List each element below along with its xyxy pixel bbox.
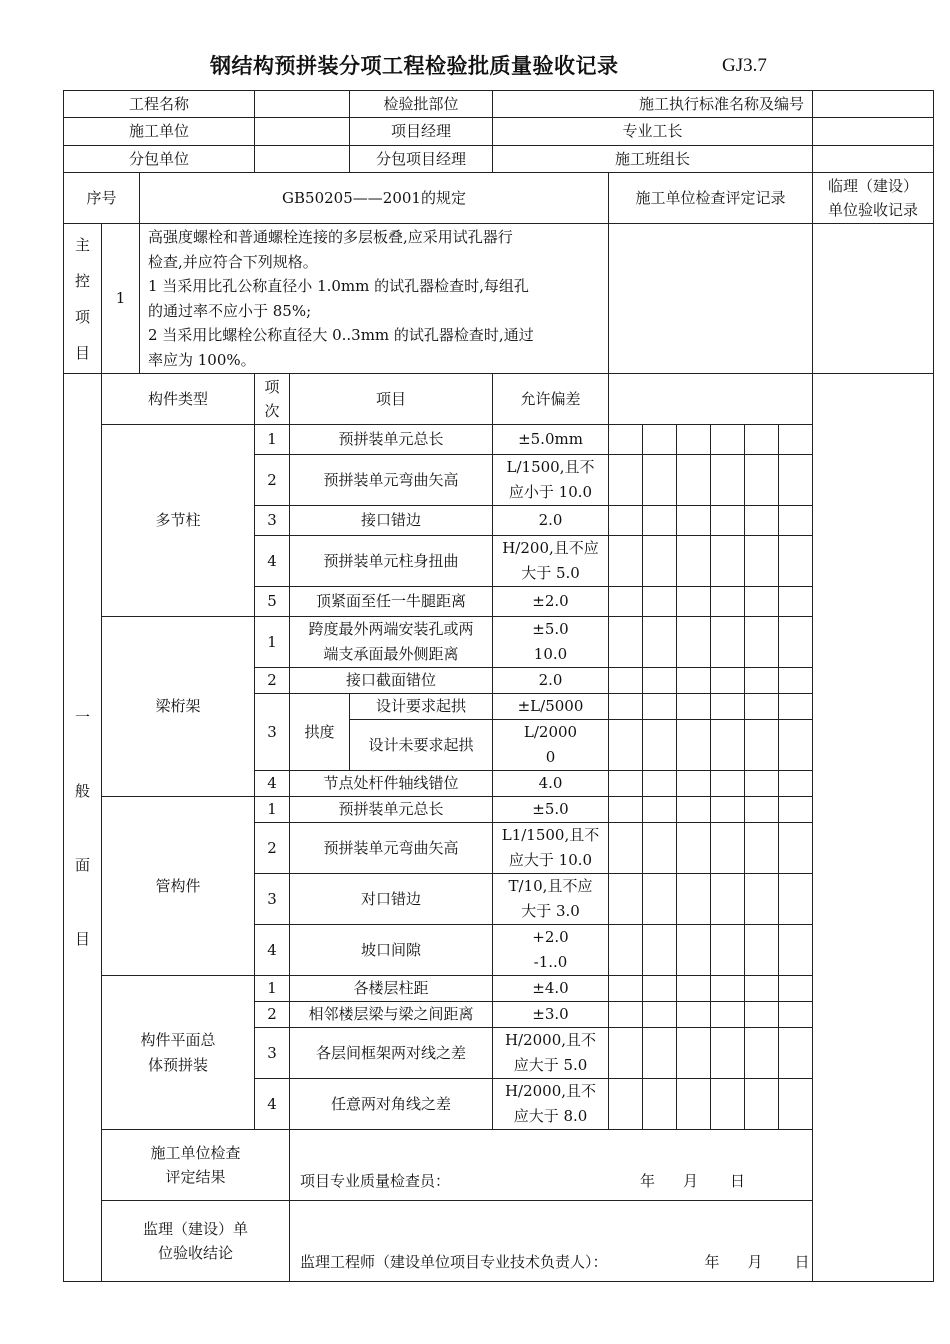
check-cell[interactable] <box>643 874 677 925</box>
item-name: 接口错边 <box>290 506 493 536</box>
check-cell[interactable] <box>609 1028 643 1079</box>
check-cell[interactable] <box>779 823 813 874</box>
label-check-result-line: 施工单位检查 <box>150 1144 241 1162</box>
tolerance-line: +2.0 <box>532 928 569 946</box>
item-number: 2 <box>255 455 290 506</box>
check-result-signature[interactable] <box>290 1130 934 1201</box>
check-cell[interactable] <box>745 1002 779 1028</box>
check-cell[interactable] <box>677 425 711 455</box>
check-cell[interactable] <box>643 823 677 874</box>
tolerance <box>493 617 609 668</box>
check-cell[interactable] <box>745 823 779 874</box>
label-project-name: 工程名称 <box>64 91 255 118</box>
item-number: 3 <box>255 1028 290 1079</box>
general-label-char: 一 <box>74 707 90 726</box>
check-cell[interactable] <box>677 1028 711 1079</box>
heading-check-record: 施工单位检查评定记录 <box>609 173 813 224</box>
check-cell[interactable] <box>711 720 745 771</box>
tolerance: 4.0 <box>493 771 609 797</box>
check-cell[interactable] <box>643 720 677 771</box>
tolerance-line: L1/1500,且不 <box>501 826 600 844</box>
check-cell[interactable] <box>643 668 677 694</box>
tolerance: 2.0 <box>493 668 609 694</box>
item-name-line: 端支承面最外侧距离 <box>323 645 459 663</box>
item-name-line: 跨度最外两端安装孔或两 <box>308 620 474 638</box>
check-cell[interactable] <box>745 455 779 506</box>
check-cell[interactable] <box>677 668 711 694</box>
date-year: 年 <box>640 1172 656 1190</box>
item-number: 3 <box>255 506 290 536</box>
check-cell[interactable] <box>745 587 779 617</box>
heading-tolerance: 允许偏差 <box>493 374 609 425</box>
check-cell[interactable] <box>779 536 813 587</box>
item-name: 接口截面错位 <box>290 668 493 694</box>
label-foreman: 专业工长 <box>493 118 813 146</box>
check-cell[interactable] <box>643 506 677 536</box>
check-cell[interactable] <box>677 771 711 797</box>
check-cell[interactable] <box>711 587 745 617</box>
check-cell[interactable] <box>711 925 745 976</box>
check-cell[interactable] <box>643 1028 677 1079</box>
check-cell[interactable] <box>779 1002 813 1028</box>
main-control-label <box>64 224 102 374</box>
item-number: 4 <box>255 536 290 587</box>
tolerance <box>493 823 609 874</box>
tolerance: ±2.0 <box>493 587 609 617</box>
check-cell[interactable] <box>745 925 779 976</box>
check-cell[interactable] <box>711 1028 745 1079</box>
item-name: 预拼装单元总长 <box>290 797 493 823</box>
general-check-header <box>609 374 813 425</box>
item-name: 坡口间隙 <box>290 925 493 976</box>
main-label-char: 主 <box>74 235 90 254</box>
tolerance: ±5.0 <box>493 797 609 823</box>
check-cell[interactable] <box>643 587 677 617</box>
check-cell[interactable] <box>609 694 643 720</box>
heading-acceptance-line2: 单位验收记录 <box>828 201 919 219</box>
item-name: 顶紧面至任一牛腿距离 <box>290 587 493 617</box>
main-text-line: 1 当采用比孔公称直径小 1.0mm 的试孔器检查时,每组孔 <box>148 277 529 295</box>
check-cell[interactable] <box>677 976 711 1002</box>
tolerance-line: L/2000 <box>523 723 578 741</box>
check-cell[interactable] <box>609 455 643 506</box>
item-number: 1 <box>255 425 290 455</box>
main-label-char: 控 <box>74 271 90 290</box>
check-cell[interactable] <box>677 694 711 720</box>
date-year: 年 <box>704 1253 720 1271</box>
check-cell[interactable] <box>609 925 643 976</box>
tolerance-line: H/2000,且不 <box>504 1082 597 1100</box>
check-cell[interactable] <box>677 1002 711 1028</box>
label-acceptance-conclusion <box>102 1201 290 1282</box>
heading-item-seq <box>255 374 290 425</box>
heading-spec: GB50205——2001的规定 <box>140 173 609 224</box>
tolerance-line: 应大于 5.0 <box>513 1056 588 1074</box>
check-cell[interactable] <box>779 925 813 976</box>
main-item-number: 1 <box>102 224 140 374</box>
check-cell[interactable] <box>677 617 711 668</box>
item-name: 设计未要求起拱 <box>350 720 493 771</box>
date-day: 日 <box>794 1253 810 1271</box>
item-number: 1 <box>255 976 290 1002</box>
tolerance-line: 0 <box>545 748 556 766</box>
main-text-line: 的通过率不应小于 85%; <box>148 301 312 320</box>
check-cell[interactable] <box>711 823 745 874</box>
check-cell[interactable] <box>677 455 711 506</box>
tolerance-line: 应小于 10.0 <box>508 483 593 501</box>
check-cell[interactable] <box>745 506 779 536</box>
check-cell[interactable] <box>711 1079 745 1130</box>
date-day: 日 <box>730 1172 746 1190</box>
inspection-record-table <box>63 90 934 1282</box>
check-cell[interactable] <box>745 976 779 1002</box>
form-code: GJ3.7 <box>722 55 767 76</box>
tolerance-line: -1..0 <box>533 953 568 971</box>
tolerance-line: 应大于 10.0 <box>508 851 593 869</box>
check-cell[interactable] <box>745 797 779 823</box>
tolerance-line: 大于 3.0 <box>521 902 580 920</box>
item-name: 预拼装单元柱身扭曲 <box>290 536 493 587</box>
main-item-text <box>140 224 609 374</box>
check-cell[interactable] <box>779 694 813 720</box>
tolerance <box>493 536 609 587</box>
heading-seq: 序号 <box>64 173 140 224</box>
check-cell[interactable] <box>609 771 643 797</box>
heading-item: 项目 <box>290 374 493 425</box>
check-cell[interactable] <box>677 874 711 925</box>
check-cell[interactable] <box>711 694 745 720</box>
general-items-label <box>64 374 102 1282</box>
heading-acceptance-line1: 临理（建设） <box>828 177 919 195</box>
check-cell[interactable] <box>609 425 643 455</box>
item-name: 相邻楼层梁与梁之间距离 <box>290 1002 493 1028</box>
check-cell[interactable] <box>609 587 643 617</box>
item-number: 1 <box>255 797 290 823</box>
check-cell[interactable] <box>745 536 779 587</box>
check-cell[interactable] <box>711 536 745 587</box>
inspector-label: 项目专业质量检查员： <box>300 1172 451 1190</box>
main-text-line: 2 当采用比螺栓公称直径大 0..3mm 的试孔器检查时,通过 <box>148 326 534 344</box>
label-standard: 施工执行标准名称及编号 <box>493 91 813 118</box>
tolerance <box>493 925 609 976</box>
main-check-record[interactable] <box>609 224 813 374</box>
check-cell[interactable] <box>745 874 779 925</box>
label-acceptance-line: 监理（建设）单 <box>142 1220 248 1238</box>
label-team-leader: 施工班组长 <box>493 146 813 173</box>
group-multi-column: 多节柱 <box>102 425 255 617</box>
heading-acceptance <box>813 173 934 224</box>
item-name: 预拼装单元弯曲矢高 <box>290 823 493 874</box>
main-acceptance-record[interactable] <box>813 224 934 374</box>
main-text-line: 检查,并应符合下列规格。 <box>148 252 318 271</box>
group-pipe-member: 管构件 <box>102 797 255 976</box>
group-beam-truss: 梁桁架 <box>102 617 255 797</box>
tolerance-line: ±5.0 <box>532 620 569 638</box>
tolerance-line: L/1500,且不 <box>506 458 595 476</box>
check-cell[interactable] <box>643 1002 677 1028</box>
check-cell[interactable] <box>779 874 813 925</box>
tolerance: ±L/5000 <box>493 694 609 720</box>
group-name-line: 构件平面总 <box>140 1030 216 1049</box>
label-subcontractor: 分包单位 <box>64 146 255 173</box>
tolerance <box>493 1079 609 1130</box>
field-team-leader[interactable] <box>813 146 934 173</box>
check-cell[interactable] <box>779 976 813 1002</box>
check-cell[interactable] <box>609 720 643 771</box>
field-contractor[interactable] <box>255 118 350 146</box>
acceptance-signature[interactable] <box>290 1201 934 1282</box>
check-cell[interactable] <box>677 536 711 587</box>
label-project-manager: 项目经理 <box>350 118 493 146</box>
tolerance <box>493 720 609 771</box>
check-cell[interactable] <box>677 797 711 823</box>
check-cell[interactable] <box>779 668 813 694</box>
item-number: 4 <box>255 771 290 797</box>
check-cell[interactable] <box>643 925 677 976</box>
check-cell[interactable] <box>609 536 643 587</box>
item-number: 4 <box>255 925 290 976</box>
check-cell[interactable] <box>745 1079 779 1130</box>
check-cell[interactable] <box>609 823 643 874</box>
main-label-char: 项 <box>74 307 90 326</box>
group-name-line: 体预拼装 <box>147 1055 208 1074</box>
check-cell[interactable] <box>711 1002 745 1028</box>
label-inspection-part: 检验批部位 <box>350 91 493 118</box>
check-cell[interactable] <box>745 771 779 797</box>
general-label-char: 目 <box>74 929 90 948</box>
main-text-line: 率应为 100%。 <box>148 350 256 369</box>
check-cell[interactable] <box>643 797 677 823</box>
tolerance-line: 大于 5.0 <box>521 564 580 582</box>
check-cell[interactable] <box>711 455 745 506</box>
check-cell[interactable] <box>779 1028 813 1079</box>
tolerance: ±3.0 <box>493 1002 609 1028</box>
tolerance: 2.0 <box>493 506 609 536</box>
check-cell[interactable] <box>643 771 677 797</box>
general-label-char: 面 <box>74 855 90 874</box>
check-cell[interactable] <box>779 720 813 771</box>
group-overall-preassembly <box>102 976 255 1130</box>
check-cell[interactable] <box>643 455 677 506</box>
check-cell[interactable] <box>711 797 745 823</box>
item-name <box>290 617 493 668</box>
item-name: 各层间框架两对线之差 <box>290 1028 493 1079</box>
check-cell[interactable] <box>677 925 711 976</box>
check-cell[interactable] <box>609 668 643 694</box>
check-cell[interactable] <box>677 587 711 617</box>
engineer-label: 监理工程师（建设单位项目专业技术负责人）： <box>300 1253 608 1271</box>
check-cell[interactable] <box>711 506 745 536</box>
check-cell[interactable] <box>779 425 813 455</box>
check-cell[interactable] <box>779 1079 813 1130</box>
item-name: 节点处杆件轴线错位 <box>290 771 493 797</box>
check-cell[interactable] <box>609 506 643 536</box>
item-number: 3 <box>255 694 290 771</box>
check-cell[interactable] <box>677 1079 711 1130</box>
check-cell[interactable] <box>643 694 677 720</box>
field-foreman[interactable] <box>813 118 934 146</box>
tolerance-line: 10.0 <box>533 645 568 663</box>
date-month: 月 <box>747 1253 763 1271</box>
check-cell[interactable] <box>643 425 677 455</box>
check-cell[interactable] <box>779 455 813 506</box>
item-number: 1 <box>255 617 290 668</box>
label-check-result <box>102 1130 290 1201</box>
check-cell[interactable] <box>711 874 745 925</box>
check-cell[interactable] <box>711 617 745 668</box>
check-cell[interactable] <box>643 536 677 587</box>
check-cell[interactable] <box>745 1028 779 1079</box>
general-label-char: 般 <box>74 781 90 800</box>
check-cell[interactable] <box>643 976 677 1002</box>
check-cell[interactable] <box>677 720 711 771</box>
check-cell[interactable] <box>745 668 779 694</box>
item-number: 5 <box>255 587 290 617</box>
tolerance-line: H/2000,且不 <box>504 1031 597 1049</box>
tolerance-line: T/10,且不应 <box>508 877 593 895</box>
date-month: 月 <box>683 1172 699 1190</box>
heading-seq-char: 次 <box>264 402 280 420</box>
check-cell[interactable] <box>745 617 779 668</box>
label-contractor: 施工单位 <box>64 118 255 146</box>
check-cell[interactable] <box>779 587 813 617</box>
check-cell[interactable] <box>779 771 813 797</box>
check-cell[interactable] <box>677 823 711 874</box>
main-text-line: 高强度螺栓和普通螺栓连接的多层板叠,应采用试孔器行 <box>148 228 513 246</box>
check-cell[interactable] <box>711 976 745 1002</box>
item-number: 2 <box>255 1002 290 1028</box>
main-label-char: 目 <box>74 343 90 362</box>
check-cell[interactable] <box>643 1079 677 1130</box>
check-cell[interactable] <box>779 617 813 668</box>
item-name: 任意两对角线之差 <box>290 1079 493 1130</box>
check-cell[interactable] <box>609 617 643 668</box>
check-cell[interactable] <box>609 874 643 925</box>
item-name: 各楼层柱距 <box>290 976 493 1002</box>
check-cell[interactable] <box>745 425 779 455</box>
tolerance: ±4.0 <box>493 976 609 1002</box>
check-cell[interactable] <box>779 797 813 823</box>
field-subcontractor[interactable] <box>255 146 350 173</box>
check-cell[interactable] <box>711 425 745 455</box>
check-cell[interactable] <box>643 617 677 668</box>
check-cell[interactable] <box>609 797 643 823</box>
check-cell[interactable] <box>779 506 813 536</box>
item-number: 2 <box>255 668 290 694</box>
label-sub-manager: 分包项目经理 <box>350 146 493 173</box>
item-name: 对口错边 <box>290 874 493 925</box>
item-name: 预拼装单元总长 <box>290 425 493 455</box>
check-cell[interactable] <box>711 668 745 694</box>
check-cell[interactable] <box>745 720 779 771</box>
check-cell[interactable] <box>609 1079 643 1130</box>
item-number: 3 <box>255 874 290 925</box>
heading-component-type: 构件类型 <box>102 374 255 425</box>
label-check-result-line: 评定结果 <box>165 1168 226 1186</box>
item-number: 2 <box>255 823 290 874</box>
item-number: 4 <box>255 1079 290 1130</box>
tolerance <box>493 455 609 506</box>
field-project-name[interactable] <box>255 91 350 118</box>
item-name: 设计要求起拱 <box>350 694 493 720</box>
tolerance: ±5.0mm <box>493 425 609 455</box>
check-cell[interactable] <box>711 771 745 797</box>
field-standard[interactable] <box>813 91 934 118</box>
tolerance <box>493 874 609 925</box>
tolerance <box>493 1028 609 1079</box>
item-name: 预拼装单元弯曲矢高 <box>290 455 493 506</box>
check-cell[interactable] <box>609 1002 643 1028</box>
label-acceptance-line: 位验收结论 <box>157 1244 233 1262</box>
check-cell[interactable] <box>745 694 779 720</box>
item-subgroup-camber: 拱度 <box>290 694 350 771</box>
tolerance-line: H/200,且不应 <box>502 539 599 557</box>
check-cell[interactable] <box>609 976 643 1002</box>
check-cell[interactable] <box>677 506 711 536</box>
form-title: 钢结构预拼装分项工程检验批质量验收记录 <box>210 54 619 78</box>
heading-seq-char: 项 <box>264 378 280 396</box>
tolerance-line: 应大于 8.0 <box>513 1107 588 1125</box>
